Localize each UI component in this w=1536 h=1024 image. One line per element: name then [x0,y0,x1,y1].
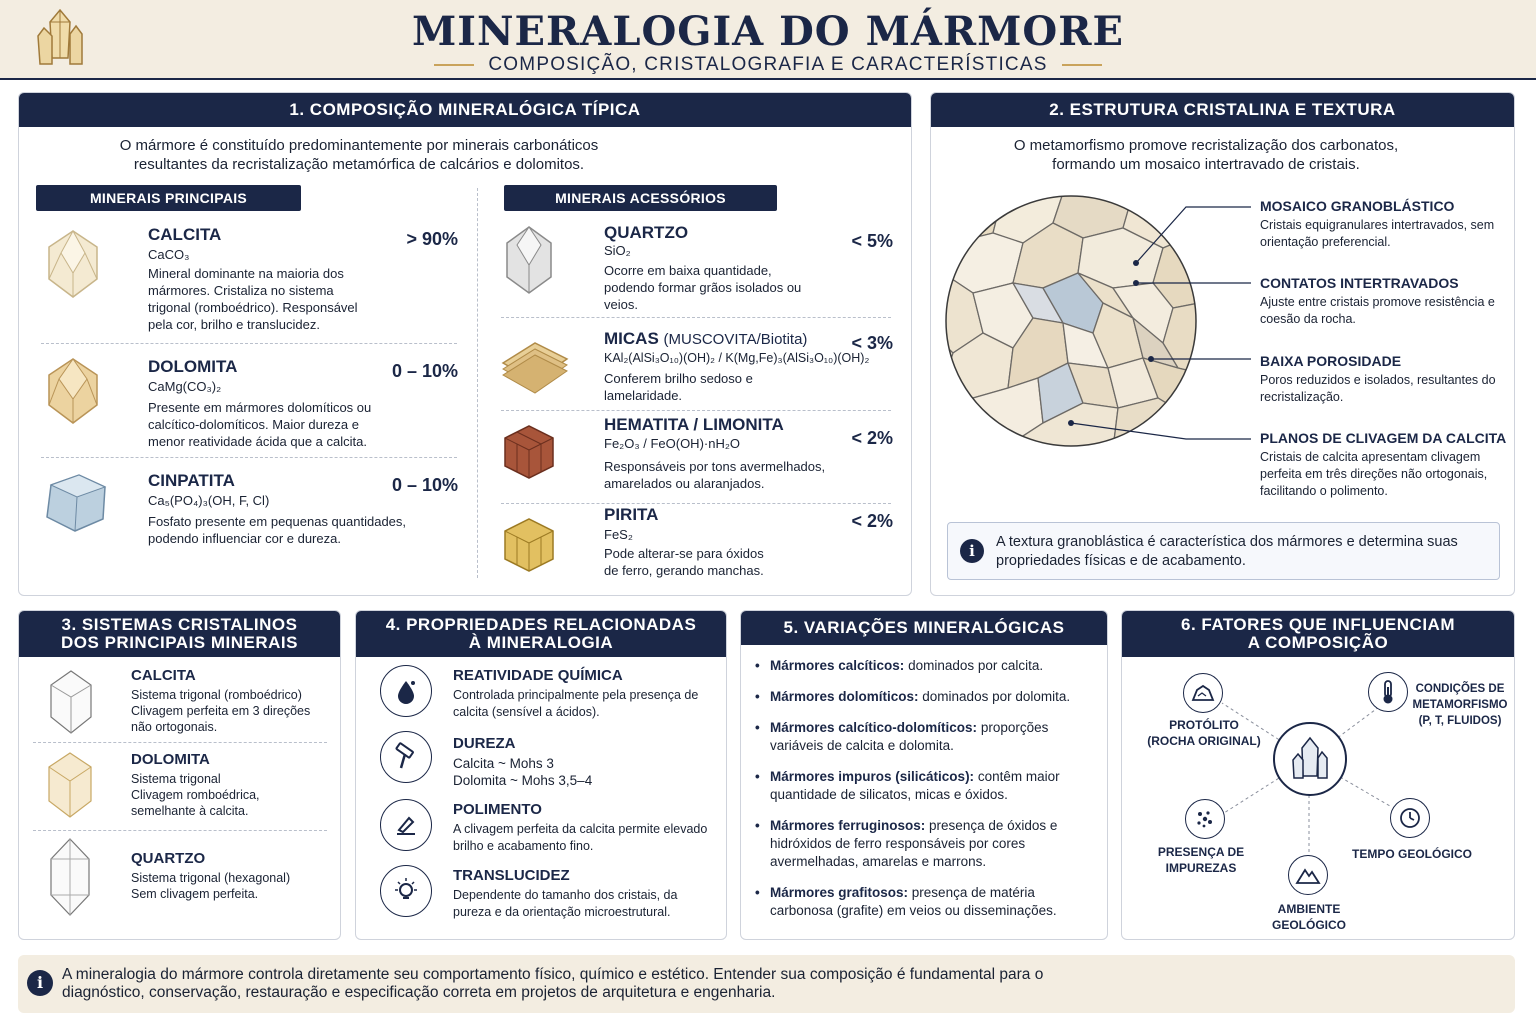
callout-cleavage [1260,430,1510,500]
system-description: Sistema trigonal Clivagem romboédrica, semelhante à calcita. [131,772,260,818]
callout-title: MOSAICO GRANOBLÁSTICO [1260,198,1455,214]
factors-panel [1121,610,1515,940]
heading-line2: À MINERALOGIA [468,633,614,652]
composition-heading: 1. COMPOSIÇÃO MINERALÓGICA TÍPICA [19,93,911,127]
protolith-line2: (ROCHA ORIGINAL) [1147,734,1261,748]
properties-heading [356,611,726,657]
mineral-name [604,329,807,349]
structure-intro [961,136,1451,174]
mineral-description: Fosfato presente em pequenas quantidades, podendo influenciar cor e dureza. [148,514,407,546]
variation-term: Mármores impuros (silicáticos): [770,769,975,784]
mineral-formula: CaCO₃ [148,247,190,262]
property-name: TRANSLUCIDEZ [453,867,570,884]
mountain-icon [1288,855,1328,895]
mica-sheets-icon [499,329,571,395]
quartz-wireframe-icon [45,837,95,917]
mineral-micas [501,323,901,408]
mineral-formula: Fe₂O₃ / FeO(OH)·nH₂O [604,436,741,451]
mineral-dolomita [43,353,463,453]
system-name: QUARTZO [131,850,206,867]
hematite-crystal-icon [501,422,557,482]
column-divider [477,188,478,578]
callout-title: PLANOS DE CLIVAGEM DA CALCITA [1260,430,1507,446]
row-divider [501,317,891,318]
mineral-percentage: < 3% [851,333,893,353]
variation-text: presença de matéria carbonosa (grafite) em veios ou disseminações. [770,885,1057,918]
impurities-dots-icon [1185,799,1225,839]
row-divider [41,343,457,344]
polisher-icon [380,799,432,851]
mineral-name: HEMATITA / LIMONITA [604,415,784,434]
properties-panel [355,610,727,940]
list-item [755,768,1100,804]
list-item [755,884,1100,920]
system-dolomita [19,749,341,829]
heading-line1: 6. FATORES QUE INFLUENCIAM [1180,615,1455,634]
structure-heading: 2. ESTRUTURA CRISTALINA E TEXTURA [931,93,1514,127]
page-subtitle: COMPOSIÇÃO, CRISTALOGRAFIA E CARACTERÍSTICAS [488,54,1048,75]
heading-line2: DOS PRINCIPAIS MINERAIS [61,633,298,652]
footer-note [18,955,1515,1013]
central-crystal-icon [1273,722,1347,796]
variation-text: dominados por calcita. [904,658,1044,673]
mineral-name: CALCITA [148,225,222,244]
variations-list [755,657,1100,933]
variation-term: Mármores calcítico-dolomíticos: [770,720,978,735]
property-description: Controlada principalmente pela presença de calcita (sensível a ácidos). [453,688,699,719]
info-icon: i [960,539,984,563]
impurities-line1: PRESENÇA DE [1157,845,1245,859]
lightbulb-icon [380,865,432,917]
property-description: A clivagem perfeita da calcita permite elevado brilho e acabamento fino. [453,822,708,853]
subtitle-row [0,54,1536,76]
geologic-time-label: TEMPO GEOLÓGICO [1351,847,1472,861]
callout-title: CONTATOS INTERTRAVADOS [1260,275,1459,291]
hammer-icon [380,731,432,783]
variation-text: contêm maior quantidade de silicatos, micas e óxidos. [770,769,1060,802]
row-divider [41,457,457,458]
callout-description: Cristais equigranulares intertravados, sem orientação preferencial. [1260,218,1495,249]
mineral-percentage: 0 – 10% [391,361,458,381]
callout-description: Ajuste entre cristais promove resistência e coesão da rocha. [1260,295,1495,326]
structure-intro-line1: O metamorfismo promove recristalização dos carbonatos, [1013,137,1399,154]
mineral-percentage: < 2% [851,511,893,531]
callout-title: BAIXA POROSIDADE [1260,353,1402,369]
variation-text: presença de óxidos e hidróxidos de ferro responsáveis por cores avermelhadas, amarelas e marrons. [770,818,1058,869]
mineral-name: QUARTZO [604,223,689,242]
list-item [755,817,1100,871]
texture-info-text: A textura granoblástica é característica dos mármores e determina suas propriedades físicas e de acabamento. [996,534,1458,569]
property-description: Dependente do tamanho dos cristais, da pureza e da orientação microestrutural. [453,888,678,919]
metamorphism-line1: CONDIÇÕES DE [1415,683,1505,695]
protolith-line1: PROTÓLITO [1169,718,1239,732]
granoblastic-mosaic-diagram [943,193,1199,449]
row-divider [33,742,327,743]
callout-mosaic [1260,198,1510,251]
mineral-formula: SiO₂ [604,243,631,258]
system-name: CALCITA [131,667,196,684]
quartz-crystal-icon [501,225,557,295]
calcite-wireframe-icon [47,669,95,735]
callout-contacts [1260,275,1510,328]
row-divider [33,830,327,831]
structure-intro-line2: formando um mosaico intertravado de cristais. [1052,156,1360,173]
variations-heading: 5. VARIAÇÕES MINERALÓGICAS [741,611,1107,645]
footer-text: A mineralogia do mármore controla diretamente seu comportamento físico, químico e estético. Entender sua composição é fundamental para o diagnóstico, conservação, restauração e especificação correta em projetos de arquitetura e engenharia. [62,966,1044,1001]
metamorphism-line2: METAMORFISMO [1412,699,1508,711]
mineral-percentage: < 5% [851,231,893,251]
clock-icon [1390,798,1430,838]
callout-description: Cristais de calcita apresentam clivagem perfeita em três direções não ortogonais, facilitando o polimento. [1260,450,1488,498]
thermometer-icon [1368,672,1408,712]
variation-term: Mármores calcíticos: [770,658,905,673]
page-header [0,0,1536,80]
variation-text: dominados por dolomita. [918,689,1071,704]
variation-term: Mármores dolomíticos: [770,689,919,704]
crystal-systems-heading [19,611,340,657]
mineral-description: Mineral dominante na maioria dos mármores. Cristaliza no sistema trigonal (romboédrico). Responsável pela cor, brilho e translucidez. [148,266,358,332]
mineral-cinpatita [43,467,463,567]
hardness-line1: Calcita ~ Mohs 3 [453,756,554,771]
mineral-name: DOLOMITA [148,357,238,376]
environment-line1: AMBIENTE [1277,902,1341,916]
variations-panel [740,610,1108,940]
impurities-line2: IMPUREZAS [1165,861,1237,875]
mineral-description: Ocorre em baixa quantidade, podendo formar grãos isolados ou veios. [604,263,802,312]
composition-intro-line2: resultantes da recristalização metamórfica de calcários e dolomitos. [133,156,585,173]
mineral-hematita [501,415,901,503]
heading-line1: 3. SISTEMAS CRISTALINOS [61,615,298,634]
mineral-calcita [43,221,463,341]
mineral-formula: Ca₅(PO₄)₃(OH, F, Cl) [148,493,270,508]
system-name: DOLOMITA [131,751,210,768]
row-divider [501,503,891,504]
callout-description: Poros reduzidos e isolados, resultantes do recristalização. [1260,373,1496,404]
dolomite-crystal-icon [43,357,103,425]
mineral-pirita [501,505,901,591]
mineral-percentage: > 90% [406,229,458,249]
structure-panel [930,92,1515,596]
mineral-formula: KAl₂(AlSi₃O₁₀)(OH)₂ / K(Mg,Fe)₃(AlSi₃O₁₀)(OH)₂ [604,351,870,365]
acid-drop-icon [380,665,432,717]
environment-line2: GEOLÓGICO [1271,918,1346,932]
list-item [755,688,1100,706]
crystal-systems-panel [18,610,341,940]
variation-term: Mármores grafitosos: [770,885,909,900]
hardness-line2: Dolomita ~ Mohs 3,5–4 [453,773,593,788]
system-calcita [19,665,341,745]
variation-term: Mármores ferruginosos: [770,818,926,833]
mineral-percentage: 0 – 10% [391,475,458,495]
list-item [755,719,1100,755]
pyrite-crystal-icon [501,515,557,575]
variation-text: proporções variáveis de calcita e dolomita. [770,720,1049,753]
mineral-description: Pode alterar-se para óxidos de ferro, gerando manchas. [604,546,764,578]
mica-name-extra: (MUSCOVITA/Biotita) [663,331,808,348]
page-title: MINERALOGIA DO MÁRMORE [412,8,1124,55]
subtitle-rule-right [1062,64,1102,66]
mineral-name: CINPATITA [148,471,235,490]
apatite-crystal-icon [41,473,111,533]
texture-info-box [947,522,1500,580]
heading-line1: 4. PROPRIEDADES RELACIONADAS [385,615,697,634]
property-name: REATIVIDADE QUÍMICA [453,667,623,684]
system-quartzo [19,837,341,927]
calcite-crystal-icon [43,229,103,299]
metamorphism-line3: (P, T, FLUIDOS) [1418,715,1502,727]
main-minerals-heading: MINERAIS PRINCIPAIS [36,185,301,211]
composition-intro-line1: O mármore é constituído predominantemente por minerais carbonáticos [119,137,599,154]
mineral-description: Responsáveis por tons avermelhados, amarelados ou alaranjados. [604,459,826,491]
mineral-formula: FeS₂ [604,527,633,542]
system-description: Sistema trigonal (romboédrico) Clivagem perfeita em 3 direções não ortogonais. [131,688,311,734]
mineral-formula: CaMg(CO₃)₂ [148,379,222,394]
mineral-quartzo [501,221,901,316]
system-description: Sistema trigonal (hexagonal) Sem clivagem perfeita. [131,871,291,901]
mineral-percentage: < 2% [851,428,893,448]
callout-porosity [1260,353,1510,406]
property-name: DUREZA [453,735,516,752]
environment-label [1249,901,1369,933]
mineral-name: PIRITA [604,505,659,524]
protolith-label [1128,717,1280,749]
mineral-description: Conferem brilho sedoso e lamelaridade. [604,371,753,403]
composition-intro [79,136,639,174]
impurities-label [1138,844,1264,876]
accessory-minerals-heading: MINERAIS ACESSÓRIOS [504,185,777,211]
property-description [453,755,718,789]
composition-panel [18,92,912,596]
list-item [755,657,1100,675]
property-name: POLIMENTO [453,801,542,818]
mica-name: MICAS [604,329,659,348]
info-icon: i [27,970,53,996]
heading-line2: A COMPOSIÇÃO [1247,633,1389,652]
mineral-description: Presente em mármores dolomíticos ou calcítico-dolomíticos. Maior dureza e menor reatividade ácida que a calcita. [148,400,372,449]
dolomite-wireframe-icon [45,751,95,819]
metamorphism-label [1406,681,1514,729]
protolith-rock-icon [1183,673,1223,713]
row-divider [501,410,891,411]
subtitle-rule-left [434,64,474,66]
